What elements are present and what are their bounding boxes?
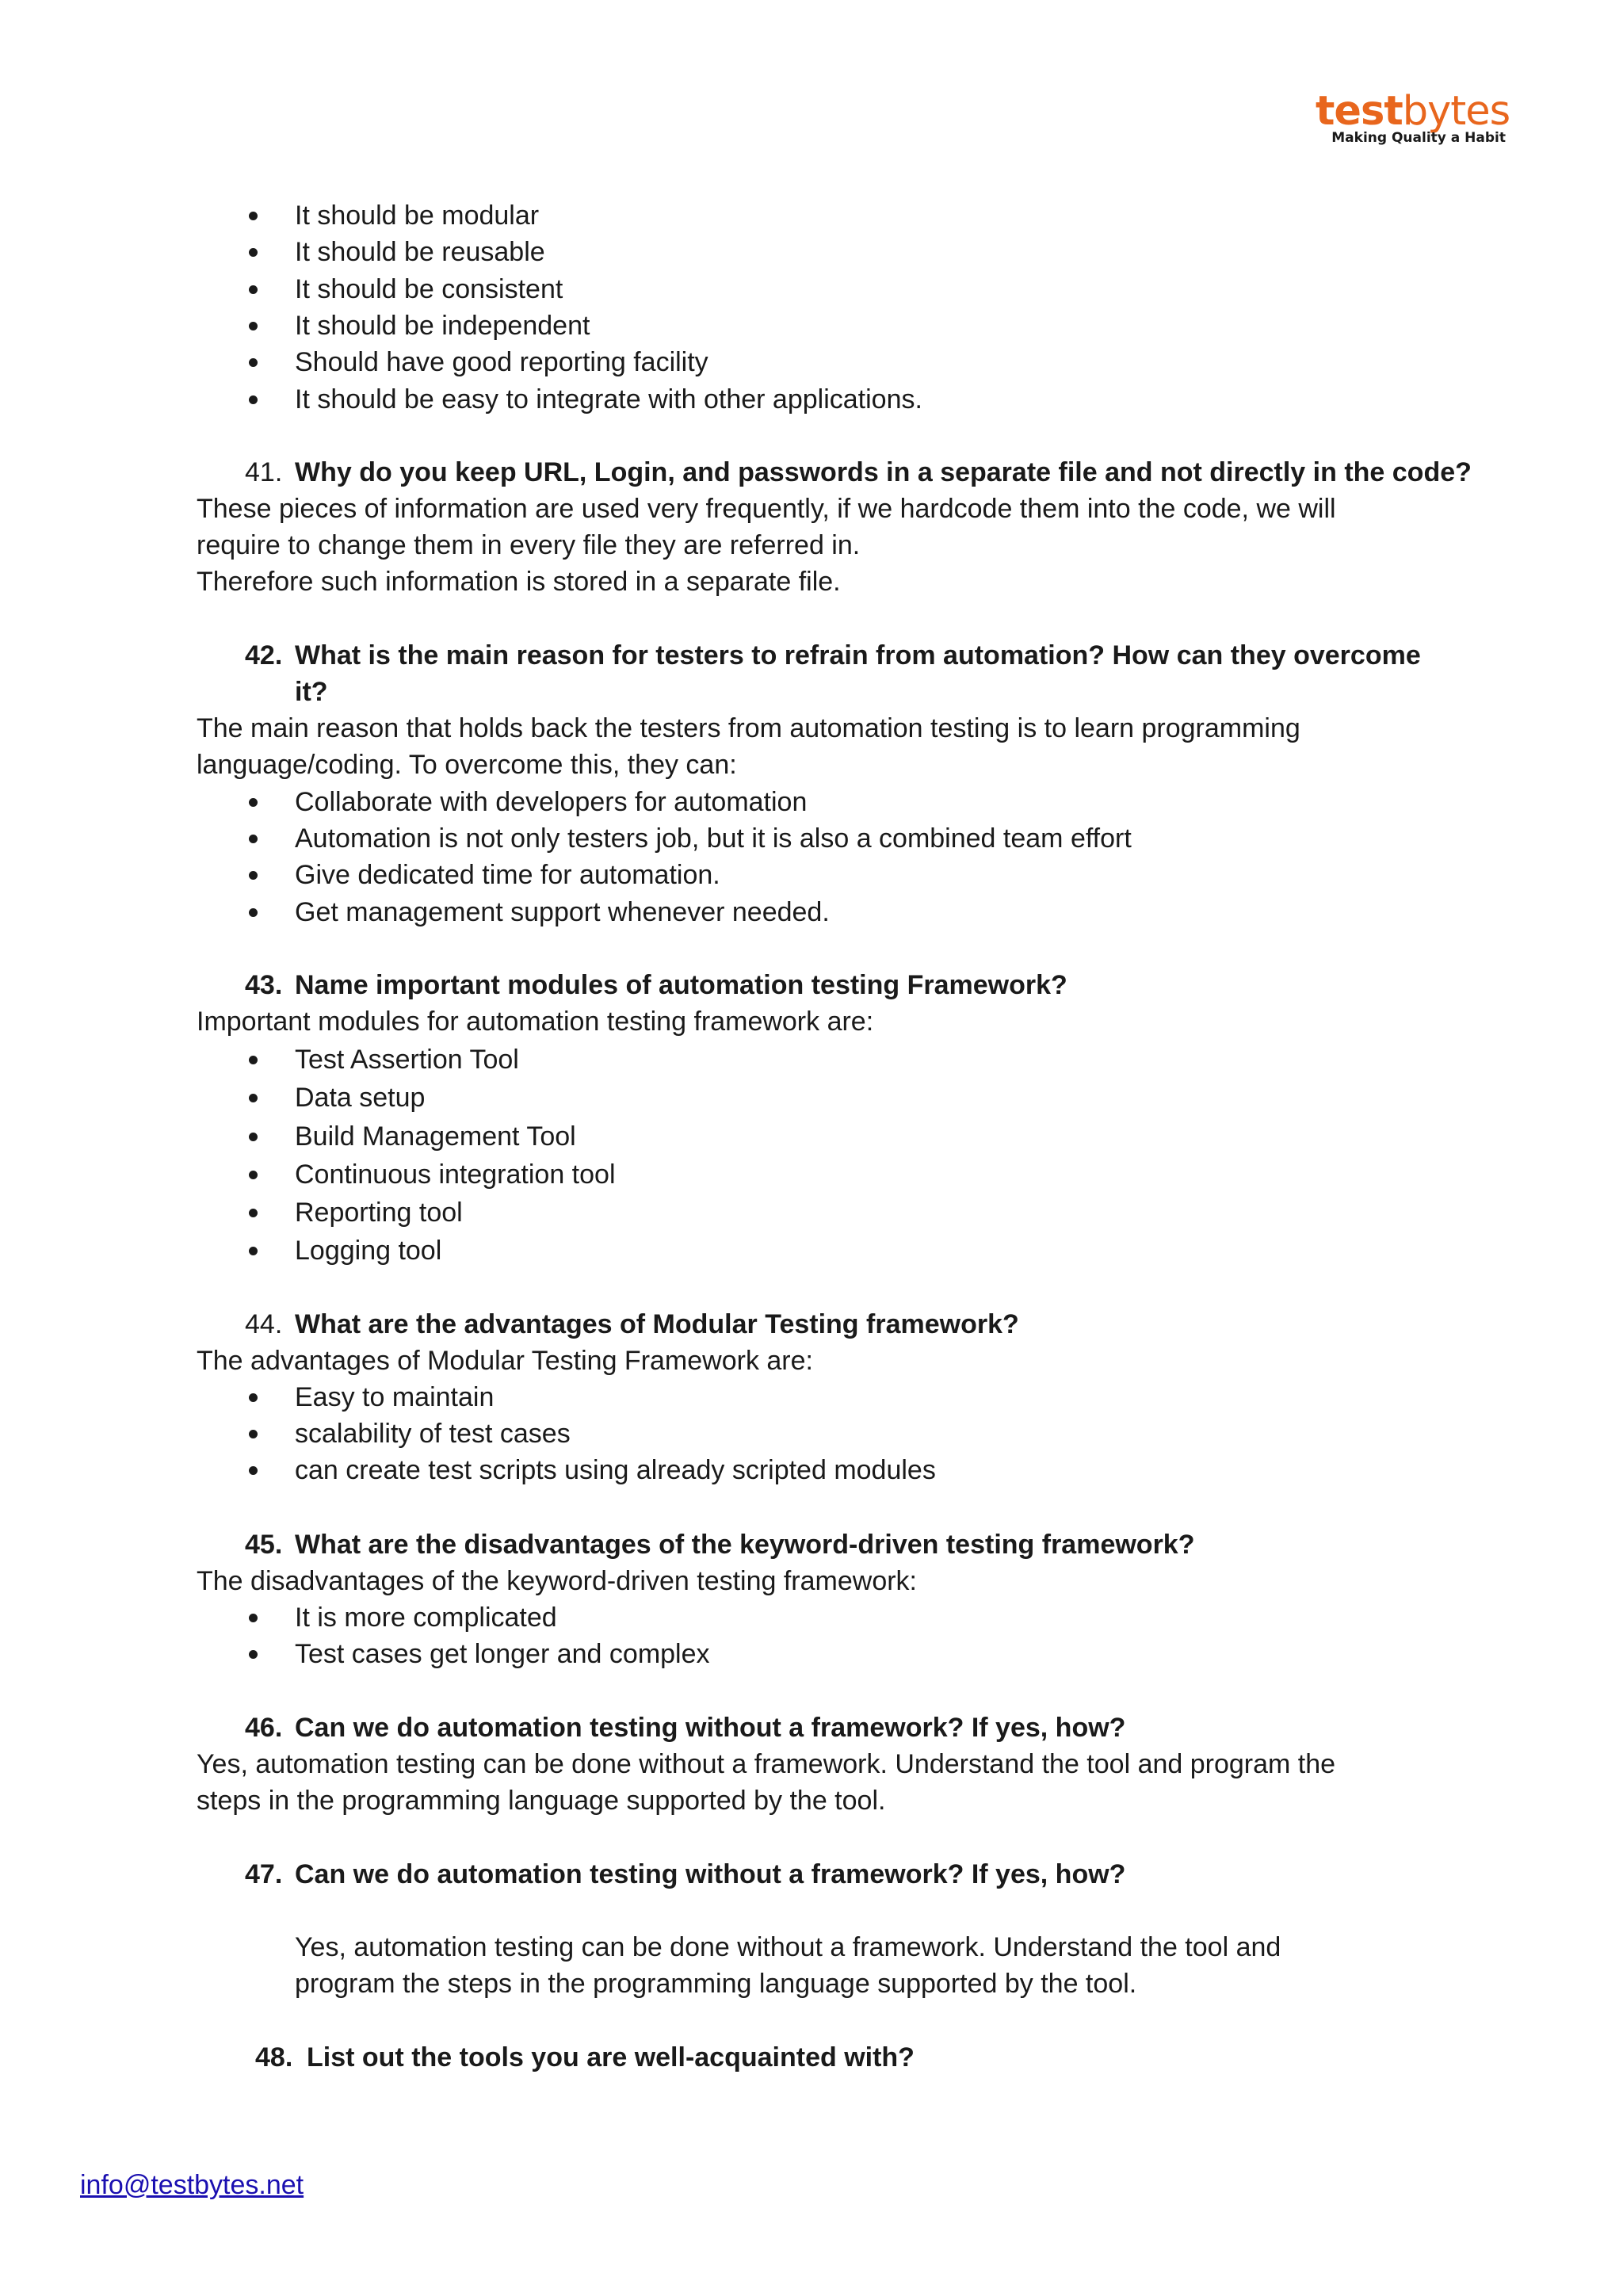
testbytes-logo [1316, 88, 1510, 146]
question-heading: Name important modules of automation testing Framework? [295, 970, 1067, 1000]
list-item: Easy to maintain [295, 1382, 495, 1412]
answer-text: Yes, automation testing can be done without a framework. Understand the tool and program the [197, 1749, 1336, 1779]
bullet-icon [249, 1209, 258, 1217]
list-item: It should be consistent [295, 274, 563, 304]
question-heading: What are the disadvantages of the keyword-driven testing framework? [295, 1530, 1195, 1560]
list-item: Reporting tool [295, 1198, 463, 1228]
list-item: Get management support whenever needed. [295, 897, 830, 927]
bullet-icon [249, 1133, 258, 1141]
list-item: Give dedicated time for automation. [295, 860, 720, 890]
question-heading: it? [295, 677, 328, 707]
list-item: It should be independent [295, 311, 590, 341]
footer-email-link[interactable]: info@testbytes.net [80, 2170, 304, 2200]
question-number: 47. [245, 1859, 283, 1889]
answer-text: Therefore such information is stored in a separate file. [197, 567, 841, 597]
bullet-icon [249, 1466, 258, 1475]
list-item: can create test scripts using already scripted modules [295, 1455, 936, 1485]
bullet-icon [249, 212, 258, 220]
list-item: It should be easy to integrate with other applications. [295, 384, 922, 415]
list-item: Continuous integration tool [295, 1159, 616, 1190]
bullet-icon [249, 1171, 258, 1179]
bullet-icon [249, 1247, 258, 1255]
list-item: Test Assertion Tool [295, 1045, 519, 1075]
bullet-icon [249, 285, 258, 294]
answer-text: These pieces of information are used very frequently, if we hardcode them into the code, we will [197, 494, 1336, 524]
bullet-icon [249, 1650, 258, 1659]
question-heading: Can we do automation testing without a framework? If yes, how? [295, 1713, 1126, 1743]
bullet-icon [249, 1056, 258, 1064]
answer-text: The disadvantages of the keyword-driven testing framework: [197, 1566, 918, 1596]
question-heading: Can we do automation testing without a framework? If yes, how? [295, 1859, 1126, 1889]
list-item: Build Management Tool [295, 1121, 576, 1152]
logo-text-regular: bytes [1402, 88, 1510, 135]
bullet-icon [249, 1430, 258, 1438]
answer-text: Yes, automation testing can be done without a framework. Understand the tool and [295, 1932, 1281, 1962]
list-item: It should be reusable [295, 237, 545, 267]
question-number: 45. [245, 1530, 283, 1560]
bullet-icon [249, 1094, 258, 1102]
answer-text: steps in the programming language supported by the tool. [197, 1786, 886, 1816]
logo-tagline: Making Quality a Habit [1331, 130, 1506, 146]
question-number: 48. [255, 2042, 293, 2073]
question-heading: What are the advantages of Modular Testing framework? [295, 1309, 1019, 1339]
question-number: 42. [245, 640, 283, 670]
answer-text: Important modules for automation testing framework are: [197, 1007, 874, 1037]
question-number: 41. [245, 457, 283, 487]
list-item: Should have good reporting facility [295, 347, 708, 377]
list-item: Data setup [295, 1083, 426, 1113]
list-item: Logging tool [295, 1236, 442, 1266]
list-item: Collaborate with developers for automation [295, 787, 808, 817]
answer-text: The advantages of Modular Testing Framework are: [197, 1346, 813, 1376]
bullet-icon [249, 248, 258, 257]
bullet-icon [249, 395, 258, 404]
bullet-icon [249, 908, 258, 917]
bullet-icon [249, 322, 258, 330]
question-number: 43. [245, 970, 283, 1000]
question-heading: What is the main reason for testers to refrain from automation? How can they overcome [295, 640, 1421, 670]
bullet-icon [249, 871, 258, 880]
list-item: Automation is not only testers job, but it is also a combined team effort [295, 823, 1132, 854]
answer-text: program the steps in the programming language supported by the tool. [295, 1969, 1137, 1999]
question-number: 46. [245, 1713, 283, 1743]
logo-wordmark [1316, 88, 1510, 135]
bullet-icon [249, 798, 258, 807]
bullet-icon [249, 835, 258, 843]
logo-text-bold: test [1316, 88, 1403, 135]
bullet-icon [249, 1614, 258, 1622]
bullet-icon [249, 358, 258, 367]
list-item: scalability of test cases [295, 1419, 571, 1449]
list-item: It should be modular [295, 201, 540, 231]
question-heading: List out the tools you are well-acquainted with? [307, 2042, 915, 2073]
answer-text: The main reason that holds back the testers from automation testing is to learn programming [197, 713, 1300, 743]
answer-text: require to change them in every file they are referred in. [197, 530, 861, 560]
list-item: It is more complicated [295, 1603, 557, 1633]
list-item: Test cases get longer and complex [295, 1639, 710, 1669]
question-heading: Why do you keep URL, Login, and passwords in a separate file and not directly in the code? [295, 457, 1472, 487]
answer-text: language/coding. To overcome this, they can: [197, 750, 737, 780]
question-number: 44. [245, 1309, 283, 1339]
bullet-icon [249, 1393, 258, 1402]
